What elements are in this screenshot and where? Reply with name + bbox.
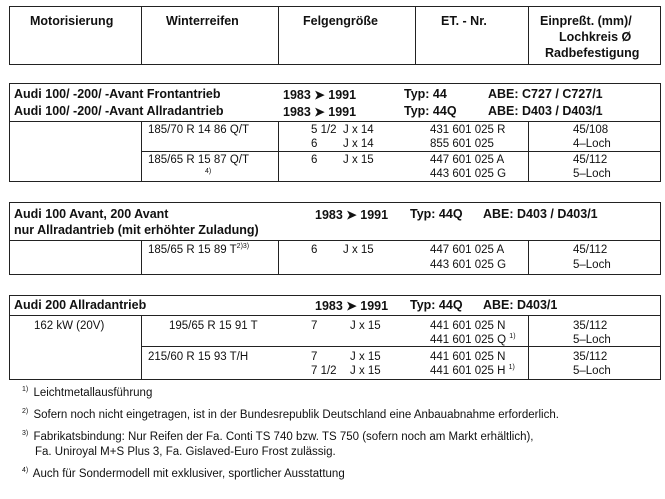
section3-row1-et2-footnote: 1): [509, 333, 516, 340]
section1-abe-front: ABE: C727 / C727/1: [488, 87, 603, 101]
arrow-icon: ➤: [346, 208, 357, 222]
footnote-text: Leichtmetallausführung: [33, 387, 153, 399]
year-from: 1983: [315, 208, 343, 222]
section1-row2-offset: 45/112: [573, 154, 608, 166]
arrow-icon: ➤: [314, 88, 325, 102]
footnote-number: 1): [22, 386, 29, 393]
section1-row1-rim2-size: J x 14: [343, 138, 374, 150]
section3-row2-rim2-width: 7 1/2: [311, 365, 337, 377]
section1-row1-tire: 185/70 R 14 86 Q/T: [148, 124, 250, 136]
section3-row2-rim2-size: J x 15: [350, 365, 381, 377]
section3-row1-rim-width: 7: [311, 320, 318, 332]
section2-tire-size: 185/65 R 15 89 T: [148, 244, 237, 256]
section3-row1-et2-number: 441 601 025 Q: [430, 334, 507, 346]
section1-typ-front: Typ: 44: [404, 87, 447, 101]
year-to: 1991: [360, 299, 389, 313]
section1-row1-offset: 45/108: [573, 124, 609, 136]
arrow-icon: ➤: [346, 299, 357, 313]
year-from: 1983: [315, 299, 343, 313]
section2-rim-size: J x 15: [343, 244, 374, 256]
section3-row2-et2-number: 441 601 025 H: [430, 365, 506, 377]
section1-row1-et1: 431 601 025 R: [430, 124, 506, 136]
section1-row1-rim1-size: J x 14: [343, 124, 374, 136]
footnote-1: [22, 387, 152, 399]
footnote-text: Auch für Sondermodell mit exklusiver, sportlicher Ausstattung: [32, 468, 345, 480]
section1-typ-allrad: Typ: 44Q: [404, 104, 457, 118]
section3-row2-tire: 215/60 R 15 93 T/H: [148, 351, 249, 363]
section3-col-divider: [141, 315, 142, 380]
section2-rim-width: 6: [311, 244, 318, 256]
section3-year: [315, 298, 388, 313]
section2-tire-footnote: 2)3): [236, 243, 250, 250]
section2-col-divider: [528, 240, 529, 275]
section3-row1-holes: 5–Loch: [573, 334, 611, 346]
section1-row2-rim-size: J x 15: [343, 154, 374, 166]
footnote-number: 3): [22, 430, 29, 437]
section3-row2-holes: 5–Loch: [573, 365, 611, 377]
footnote-text: Fabrikatsbindung: Nur Reifen der Fa. Conti TS 740 bzw. TS 750 (sofern noch am Markt erhältlich),: [33, 431, 534, 443]
section3-title: Audi 200 Allradantrieb: [14, 298, 147, 312]
year-to: 1991: [360, 208, 389, 222]
header-motorisierung: Motorisierung: [30, 14, 114, 28]
section3-row-divider: [141, 346, 661, 347]
section2-subtitle: nur Allradantrieb (mit erhöhter Zuladung): [14, 223, 259, 237]
footnote-3: [22, 431, 534, 443]
section1-row1-rim2-width: 6: [311, 138, 318, 150]
section2-tire: [148, 244, 249, 256]
footnote-number: 4): [22, 467, 29, 474]
section1-row1-rim1-width: 5 1/2: [311, 124, 337, 136]
section3-row1-offset: 35/112: [573, 320, 608, 332]
arrow-icon: ➤: [314, 105, 325, 119]
section3-col-divider: [528, 315, 529, 380]
section3-row1-et2: [430, 334, 516, 346]
header-lochkreis: Lochkreis Ø: [559, 30, 632, 44]
section3-row2-et2-footnote: 1): [508, 364, 515, 371]
section3-row2-rim1-width: 7: [311, 351, 318, 363]
year-to: 1991: [328, 88, 357, 102]
section3-title-divider: [9, 315, 661, 316]
section1-col-divider: [278, 121, 279, 182]
section3-row2-offset: 35/112: [573, 351, 608, 363]
header-radbefestigung: Radbefestigung: [545, 46, 640, 60]
header-et-nr: ET. - Nr.: [441, 14, 487, 28]
year-from: 1983: [283, 105, 311, 119]
section2-typ: Typ: 44Q: [410, 207, 463, 221]
section3-row1-rim-size: J x 15: [350, 320, 381, 332]
section1-title-allrad: Audi 100/ -200/ -Avant Allradantrieb: [14, 104, 224, 118]
section1-row2-et1: 447 601 025 A: [430, 154, 505, 166]
section1-row2-tire: 185/65 R 15 87 Q/T: [148, 154, 250, 166]
section2-et2: 443 601 025 G: [430, 259, 507, 271]
header-divider: [141, 6, 142, 65]
header-felgengroesse: Felgengröße: [303, 14, 379, 28]
section1-title-front: Audi 100/ -200/ -Avant Frontantrieb: [14, 87, 221, 101]
footnote-3-continued: Fa. Uniroyal M+S Plus 3, Fa. Gislaved-Euro Frost zulässig.: [35, 446, 336, 458]
section1-row2-tire-footnote: 4): [205, 168, 212, 175]
section2-col-divider: [141, 240, 142, 275]
header-divider: [528, 6, 529, 65]
section1-row1-holes: 4–Loch: [573, 138, 611, 150]
section1-col-divider: [528, 121, 529, 182]
section2-et1: 447 601 025 A: [430, 244, 505, 256]
section1-title-divider: [9, 121, 661, 122]
section2-holes: 5–Loch: [573, 259, 611, 271]
section1-year: [283, 104, 356, 119]
section3-row1-tire: 195/65 R 15 91 T: [169, 320, 258, 332]
header-divider: [415, 6, 416, 65]
section3-row2-et2: [430, 365, 515, 377]
section1-row2-holes: 5–Loch: [573, 168, 611, 180]
section3-row2-et1: 441 601 025 N: [430, 351, 506, 363]
section3-engine: 162 kW (20V): [34, 320, 105, 332]
section1-col-divider: [141, 121, 142, 182]
section2-offset: 45/112: [573, 244, 608, 256]
year-to: 1991: [328, 105, 357, 119]
footnote-2: [22, 409, 559, 421]
year-from: 1983: [283, 88, 311, 102]
section1-year: [283, 87, 356, 102]
section2-abe: ABE: D403 / D403/1: [483, 207, 598, 221]
header-winterreifen: Winterreifen: [166, 14, 239, 28]
section2-col-divider: [278, 240, 279, 275]
section3-row1-et1: 441 601 025 N: [430, 320, 506, 332]
section1-row2-et2: 443 601 025 G: [430, 168, 507, 180]
section3-abe: ABE: D403/1: [483, 298, 558, 312]
section1-row-divider: [141, 151, 661, 152]
header-einpresstiefe: Einpreßt. (mm)/: [540, 14, 632, 28]
footnote-4: [22, 468, 345, 480]
footnote-number: 2): [22, 408, 29, 415]
section2-title: Audi 100 Avant, 200 Avant: [14, 207, 169, 221]
section2-year: [315, 207, 388, 222]
section3-typ: Typ: 44Q: [410, 298, 463, 312]
section1-abe-allrad: ABE: D403 / D403/1: [488, 104, 603, 118]
footnote-text: Sofern noch nicht eingetragen, ist in der Bundesrepublik Deutschland eine Anbauabnahme erforderlich.: [33, 409, 559, 421]
header-divider: [278, 6, 279, 65]
section3-row2-rim1-size: J x 15: [350, 351, 381, 363]
section1-row2-rim-width: 6: [311, 154, 318, 166]
section1-row1-et2: 855 601 025: [430, 138, 494, 150]
section2-title-divider: [9, 240, 661, 241]
